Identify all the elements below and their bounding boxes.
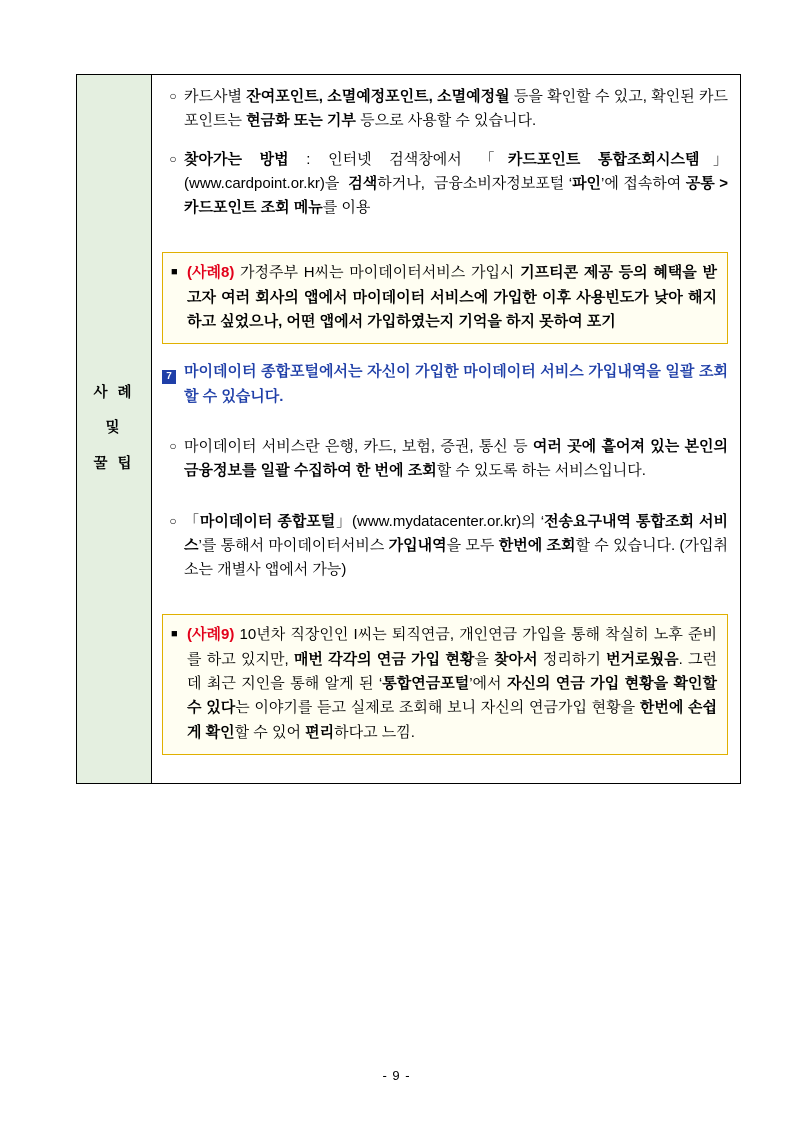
example-8-text: (사례8) 가정주부 H씨는 마이데이터서비스 가입시 기프티콘 제공 등의 혜택을 받고자 여러 회사의 앱에서 마이데이터 서비스에 가입한 이후 사용빈도가 낮아 해지하고 싶었으나, 어떤 앱에서 가입하였는지 기억을 하지 못하여 포기 xyxy=(187,264,717,331)
square-bullet-icon: ■ xyxy=(171,628,178,641)
circle-bullet-icon: ○ xyxy=(169,438,177,453)
circle-bullet-icon: ○ xyxy=(169,89,177,103)
example-9-text: (사례9) 10년차 직장인인 I씨는 퇴직연금, 개인연금 가입을 통해 착실히 노후 준비를 하고 있지만, 매번 각각의 연금 가입 현황을 찾아서 정리하기 번거로웠음. 그런데 최근 지인을 통해 알게 된 ‘통합연금포털’에서 자신의 연금 가입 현황을 확인할 수 있다는 이야기를 듣고 실제로 조회해 보니 자신의 연금가입 현황을 한번에 손쉽게 확인할 수 있어 편리하다고 느낌. xyxy=(187,626,718,741)
row-label-line-1: 사 례 xyxy=(93,384,135,401)
spacer xyxy=(162,596,728,614)
spacer xyxy=(162,498,728,510)
content-table xyxy=(76,74,741,784)
bullet-text: 카드사별 잔여포인트, 소멸예정포인트, 소멸예정월 등을 확인할 수 있고, 확인된 카드 포인트는 현금화 또는 기부 등으로 사용할 수 있습니다. xyxy=(184,88,728,130)
bullet-text: 「마이데이터 종합포털」(www.mydatacenter.or.kr)의 ‘전송요구내역 통합조회 서비스’를 통해서 마이데이터서비스 가입내역을 모두 한번에 조회할 수 있습니다. (가입취소는 개별사 앱에서 가능) xyxy=(184,512,728,579)
example-box-9 xyxy=(162,614,728,754)
number-badge: 7 xyxy=(162,370,176,384)
heading-text: 마이데이터 종합포털에서는 자신이 가입한 마이데이터 서비스 가입내역을 일괄 조회할 수 있습니다. xyxy=(184,363,728,405)
circle-bullet-icon: ○ xyxy=(169,513,177,528)
bullet-text: 마이데이터 서비스란 은행, 카드, 보험, 증권, 통신 등 여러 곳에 흩어져 있는 본인의 금융정보를 일괄 수집하여 한 번에 조회할 수 있도록 하는 서비스입니다. xyxy=(184,437,728,480)
page-number: - 9 - xyxy=(382,1068,411,1083)
row-label-line-2: 및 xyxy=(105,420,123,437)
example-8-tag: (사례8) xyxy=(187,264,235,282)
row-label-line-3: 꿀 팁 xyxy=(93,455,135,472)
bullet-item-card-points xyxy=(162,85,728,134)
row-content-cell xyxy=(152,75,741,784)
row-label-cell xyxy=(77,75,152,784)
number-badge-wrap xyxy=(162,360,184,387)
bullet-item-how-to-find xyxy=(162,148,728,221)
bullet-item-mydata-definition xyxy=(162,435,728,484)
example-9-tag: (사례9) xyxy=(187,626,235,644)
spacer xyxy=(162,234,728,252)
circle-bullet-icon: ○ xyxy=(169,151,177,166)
spacer xyxy=(162,423,728,435)
bullet-text: 찾아가는 방법 : 인터넷 검색창에서 「카드포인트 통합조회시스템」(www.cardpoint.or.kr)을 검색하거나, 금융소비자정보포털 ‘파인’에 접속하여 공통 > 카드포인트 조회 메뉴를 이용 xyxy=(184,150,728,217)
square-bullet-icon: ■ xyxy=(171,266,178,279)
heading-item-7 xyxy=(162,360,728,409)
example-9-content xyxy=(171,623,717,744)
bullet-item-mydata-portal xyxy=(162,510,728,583)
example-box-8 xyxy=(162,252,728,344)
table-row xyxy=(77,75,741,784)
example-8-content xyxy=(171,261,717,334)
